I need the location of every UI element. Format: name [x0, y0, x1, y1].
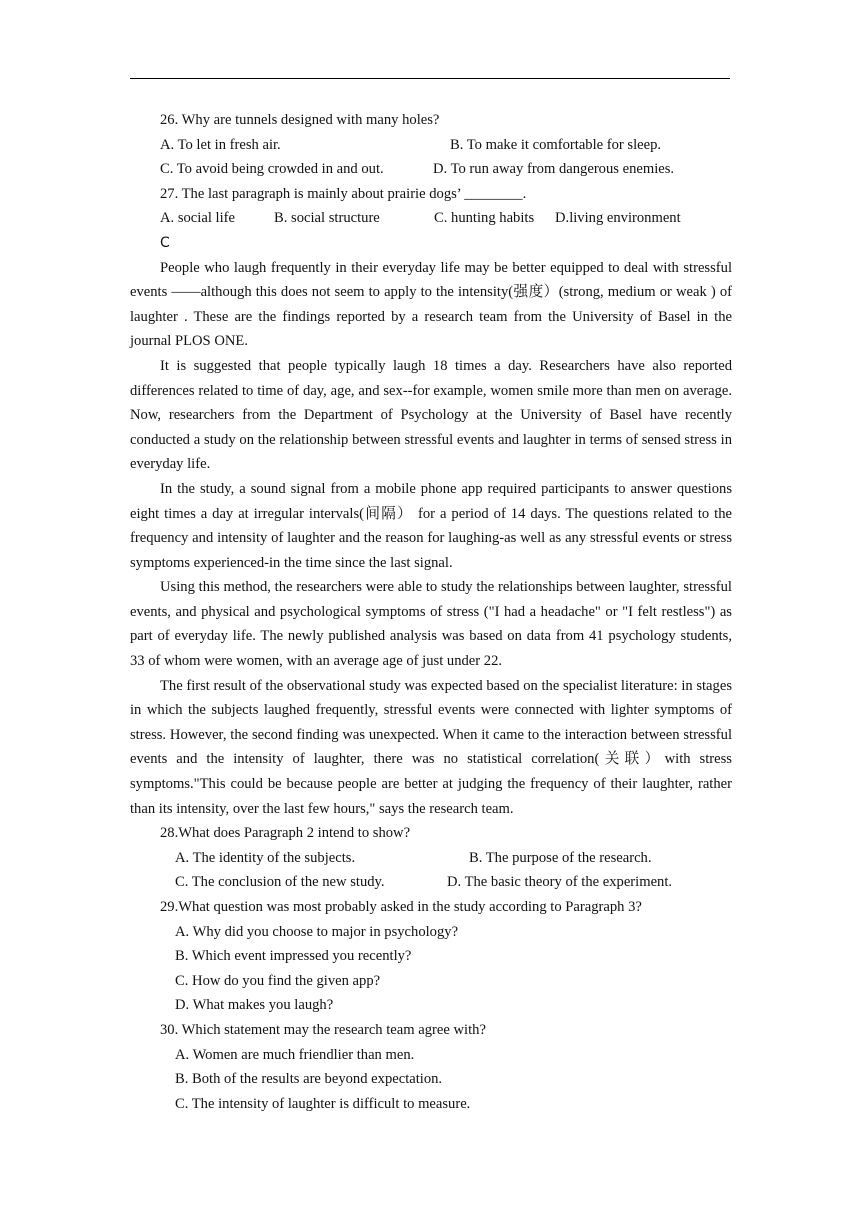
question-30-stem: 30. Which statement may the research team agree with? [160, 1021, 486, 1038]
exam-page [130, 108, 732, 1116]
section-heading: C [160, 234, 170, 251]
question-26-stem: 26. Why are tunnels designed with many holes? [160, 112, 440, 128]
option-28a: A. The identity of the subjects. [175, 849, 356, 866]
passage-paragraph-2: It is suggested that people typically laugh 18 times a day. Researchers have also reported differences related to time of day, age, and sex--for example, women smile more than men on average. Now, researchers from the Department of Psychology at the University of Basel have recently conducted a study on the relationship between stressful events and laughter in terms of sensed stress in everyday life. [130, 357, 732, 473]
question-26-options-row-1 [130, 133, 732, 158]
question-28-stem: 28.What does Paragraph 2 intend to show? [160, 825, 411, 842]
option-29c: C. How do you find the given app? [175, 972, 381, 989]
passage-paragraph-1: People who laugh frequently in their everyday life may be better equipped to deal with stressful events ——although this does not seem to apply to the intensity(强度）(strong, medium or weak ) of laughter . These are the findings reported by a research team from the University of Basel in the journal PLOS ONE. [130, 259, 732, 350]
header-rule [130, 78, 730, 79]
question-29-stem: 29.What question was most probably asked in the study according to Paragraph 3? [160, 899, 642, 915]
passage-paragraph-4: Using this method, the researchers were able to study the relationships between laughter, stressful events, and physical and psychological symptoms of stress ("I had a headache" or "I felt restless") as part of everyday life. The newly published analysis was based on data from 41 psychology students, 33 of whom were women, with an average age of just under 22. [130, 579, 732, 670]
option-29d: D. What makes you laugh? [175, 997, 334, 1014]
option-30c: C. The intensity of laughter is difficult to measure. [175, 1095, 471, 1112]
option-26b: B. To make it comfortable for sleep. [450, 136, 662, 153]
option-26d: D. To run away from dangerous enemies. [433, 161, 675, 178]
option-29a: A. Why did you choose to major in psychology? [175, 923, 459, 940]
option-27d: D.living environment [555, 210, 681, 227]
option-28b: B. The purpose of the research. [469, 849, 652, 866]
option-26c: C. To avoid being crowded in and out. [160, 161, 384, 178]
option-27b: B. social structure [274, 210, 380, 227]
passage-paragraph-3: In the study, a sound signal from a mobile phone app required participants to answer questions eight times a day at irregular intervals(间隔） for a period of 14 days. The questions related to the frequency and intensity of laughter and the reason for laughing-as well as any stressful events or stress symptoms experienced-in the time since the last signal. [130, 480, 732, 571]
option-28c: C. The conclusion of the new study. [175, 874, 385, 891]
passage-paragraph-5: The first result of the observational study was expected based on the specialist literature: in stages in which the subjects laughed frequently, stressful events were connected with lighter symptoms of stress. However, the second finding was unexpected. When it came to the interaction between stressful events and the intensity of laughter, there was no statistical correlation(关联）with stress symptoms."This could be because people are better at judging the frequency of their laughter, rather than its intensity, over the last few hours," says the research team. [130, 677, 732, 817]
question-26-options-row-2 [130, 157, 732, 182]
question-28-options-row-2 [130, 870, 732, 895]
option-29b: B. Which event impressed you recently? [175, 948, 412, 965]
option-27c: C. hunting habits [434, 210, 535, 227]
option-28d: D. The basic theory of the experiment. [447, 874, 673, 891]
option-26a: A. To let in fresh air. [160, 136, 281, 153]
question-28-options-row-1 [130, 846, 732, 871]
question-27-options [130, 206, 732, 231]
option-27a: A. social life [160, 210, 235, 227]
option-30b: B. Both of the results are beyond expectation. [175, 1071, 443, 1088]
question-27-stem: 27. The last paragraph is mainly about prairie dogs’ ________. [160, 185, 527, 202]
option-30a: A. Women are much friendlier than men. [175, 1046, 415, 1063]
